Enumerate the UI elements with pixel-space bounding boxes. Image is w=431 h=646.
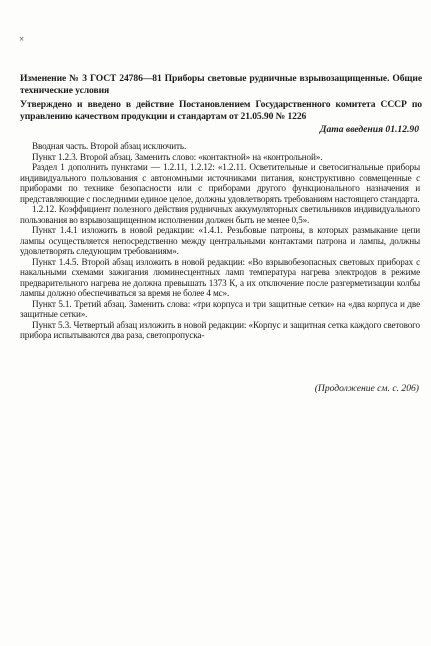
paragraph: Пункт 5.1. Третий абзац. Заменить слова: «три корпуса и три защитные сетки» на «два корпуса и две защитные сетки». [20, 298, 420, 319]
continuation-note: (Продолжение см. с. 206) [314, 383, 419, 394]
paragraph: Пункт 1.4.5. Второй абзац изложить в новой редакции: «Во взрывобезопасных световых приборах с накальными схемами зажигания люминесцентных ламп температура нагрева электродов в режиме предварительного нагрева не должна превышать 1373 К, а их отключение после разгерметизации колбы лампы должно обеспечиваться за время не более 4 мс». [20, 256, 420, 298]
effective-date: Дата введения 01.12.90 [319, 124, 419, 135]
amendment-heading: Изменение № 3 ГОСТ 24786—81 Приборы световые рудничные взрывозащищенные. Общие технические условия [20, 73, 422, 96]
paragraph: Пункт 5.3. Четвертый абзац изложить в новой редакции: «Корпус и защитная сетка каждого светового прибора испытываются два раза, светопропуска- [20, 319, 420, 340]
document-body [20, 141, 420, 341]
margin-mark: × [19, 34, 26, 44]
paragraph: Пункт 1.4.1 изложить в новой редакции: «1.4.1. Резьбовые патроны, в которых размыкание цепи лампы осуществляется непосредственно между центральными контактами патрона и лампы, должны удовлетворять следующим требованиям». [20, 225, 420, 256]
approval-statement: Утверждено и введено в действие Постановлением Государственного комитета СССР по управлению качеством продукции и стандартам от 21.05.90 № 1226 [20, 99, 422, 122]
paragraph: Раздел 1 дополнить пунктами — 1.2.11, 1.2.12: «1.2.11. Осветительные и светосигнальные приборы индивидуального пользования с автономными источниками питания, конструктивно совмещенные с приборами по технике безопасности или с приборами другого функционального назначения и представляющие с последними единое целое, должны удовлетворять требованиям настоящего стандарта. [20, 162, 420, 204]
paragraph: Пункт 1.2.3. Второй абзац. Заменить слово: «контактной» на «контрольной». [32, 151, 323, 162]
paragraph: 1.2.12. Коэффициент полезного действия рудничных аккумуляторных светильников индивидуального пользования во взрывозащищенном исполнении должен быть не менее 0,5». [20, 204, 420, 225]
paragraph: Вводная часть. Второй абзац исключить. [32, 141, 187, 151]
